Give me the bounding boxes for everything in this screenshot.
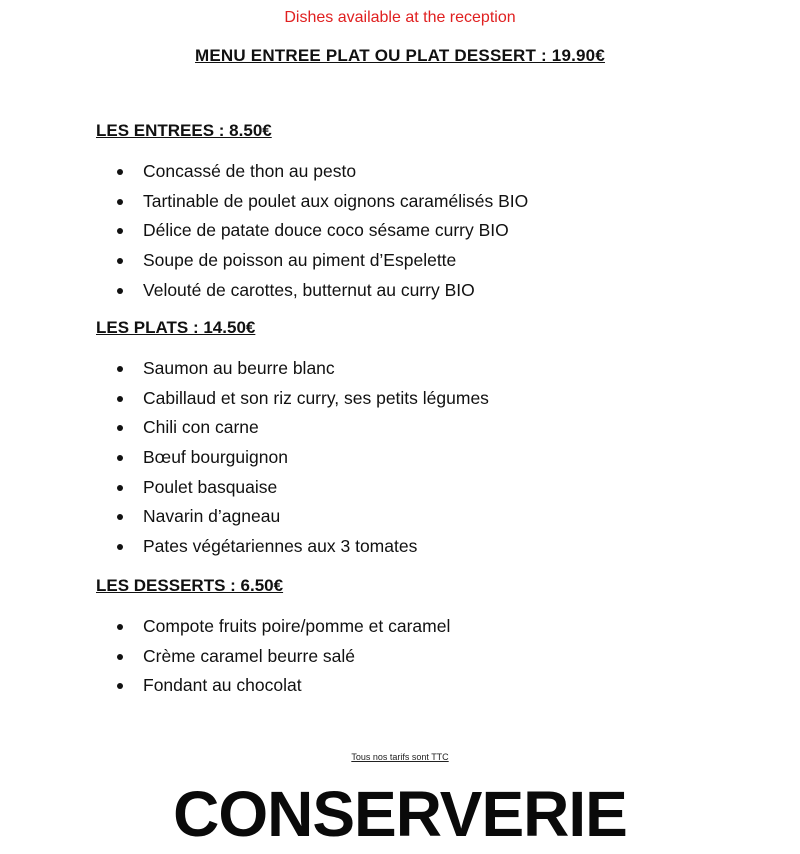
dish-name: Saumon au beurre blanc	[143, 358, 335, 378]
dish-name: Navarin d’agneau	[143, 506, 281, 527]
footer-note: Tous nos tarifs sont TTC	[351, 752, 449, 762]
list-item	[117, 157, 528, 187]
dish-name: Compote fruits poire/pomme et caramel	[143, 616, 451, 636]
bullet-icon	[117, 455, 123, 461]
list-item	[117, 473, 489, 503]
reception-notice: Dishes available at the reception	[284, 9, 516, 26]
section-heading-desserts: LES DESSERTS : 6.50€	[96, 576, 284, 595]
dish-name: Tartinable de poulet aux oignons caramélisés BIO	[143, 190, 529, 211]
bullet-icon	[117, 624, 123, 630]
list-item	[117, 413, 489, 443]
brand-logo: CONSERVERIE	[173, 778, 627, 850]
list-item	[117, 671, 450, 701]
list-item	[117, 354, 489, 384]
list-plats	[117, 354, 489, 562]
dish-name: Cabillaud et son riz curry, ses petits légumes	[143, 387, 489, 408]
list-item	[117, 187, 528, 217]
dish-name: Poulet basquaise	[143, 476, 278, 497]
bullet-icon	[117, 258, 123, 264]
dish-name: Fondant au chocolat	[143, 675, 302, 696]
list-entrees	[117, 157, 528, 305]
list-item	[117, 532, 489, 562]
bullet-icon	[117, 485, 123, 491]
section-heading-plats: LES PLATS : 14.50€	[96, 318, 256, 337]
bullet-icon	[117, 169, 123, 175]
bullet-icon	[117, 544, 123, 550]
dish-name: Bœuf bourguignon	[143, 447, 288, 468]
list-item	[117, 384, 489, 414]
list-item	[117, 443, 489, 473]
bullet-icon	[117, 654, 123, 660]
list-item	[117, 216, 528, 246]
dish-name: Soupe de poisson au piment d’Espelette	[143, 250, 457, 271]
list-item	[117, 612, 450, 642]
list-desserts	[117, 612, 450, 701]
bullet-icon	[117, 396, 123, 402]
dish-name: Crème caramel beurre salé	[143, 645, 356, 666]
bullet-icon	[117, 228, 123, 234]
section-heading-entrees: LES ENTREES : 8.50€	[96, 121, 272, 140]
dish-name: Velouté de carottes, butternut au curry BIO	[143, 279, 475, 300]
bullet-icon	[117, 199, 123, 205]
bullet-icon	[117, 683, 123, 689]
dish-name: Pates végétariennes aux 3 tomates	[143, 536, 418, 557]
menu-title: MENU ENTREE PLAT OU PLAT DESSERT : 19.90€	[195, 46, 605, 65]
bullet-icon	[117, 288, 123, 294]
bullet-icon	[117, 366, 123, 372]
bullet-icon	[117, 425, 123, 431]
list-item	[117, 246, 528, 276]
dish-name: Chili con carne	[143, 417, 259, 438]
dish-name: Concassé de thon au pesto	[143, 161, 357, 181]
list-item	[117, 502, 489, 532]
dish-name: Délice de patate douce coco sésame curry BIO	[143, 220, 509, 241]
list-item	[117, 642, 450, 672]
list-item	[117, 276, 528, 306]
bullet-icon	[117, 514, 123, 520]
